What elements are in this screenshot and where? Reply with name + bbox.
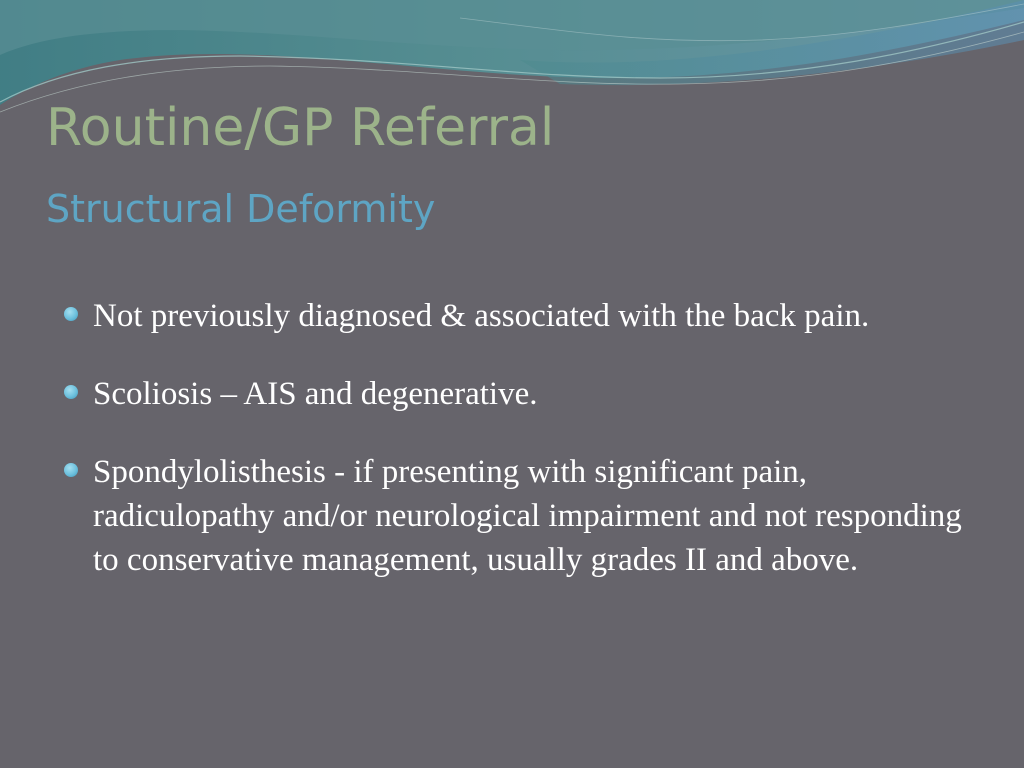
slide-subtitle: Structural Deformity: [46, 187, 436, 231]
bullet-text: Spondylolisthesis - if presenting with significant pain, radiculopathy and/or neurological impairment and not responding to conservative management, usually grades II and above.: [93, 454, 962, 578]
bullet-text: Not previously diagnosed & associated with the back pain.: [93, 298, 870, 334]
bullet-item: [64, 372, 964, 416]
bullet-dot-icon: [64, 385, 78, 399]
slide-title: Routine/GP Referral: [46, 98, 555, 158]
bullet-dot-icon: [64, 307, 78, 321]
bullet-list: [64, 294, 964, 616]
bullet-text: Scoliosis – AIS and degenerative.: [93, 376, 538, 412]
bullet-dot-icon: [64, 463, 78, 477]
bullet-item: [64, 450, 964, 582]
bullet-item: [64, 294, 964, 338]
